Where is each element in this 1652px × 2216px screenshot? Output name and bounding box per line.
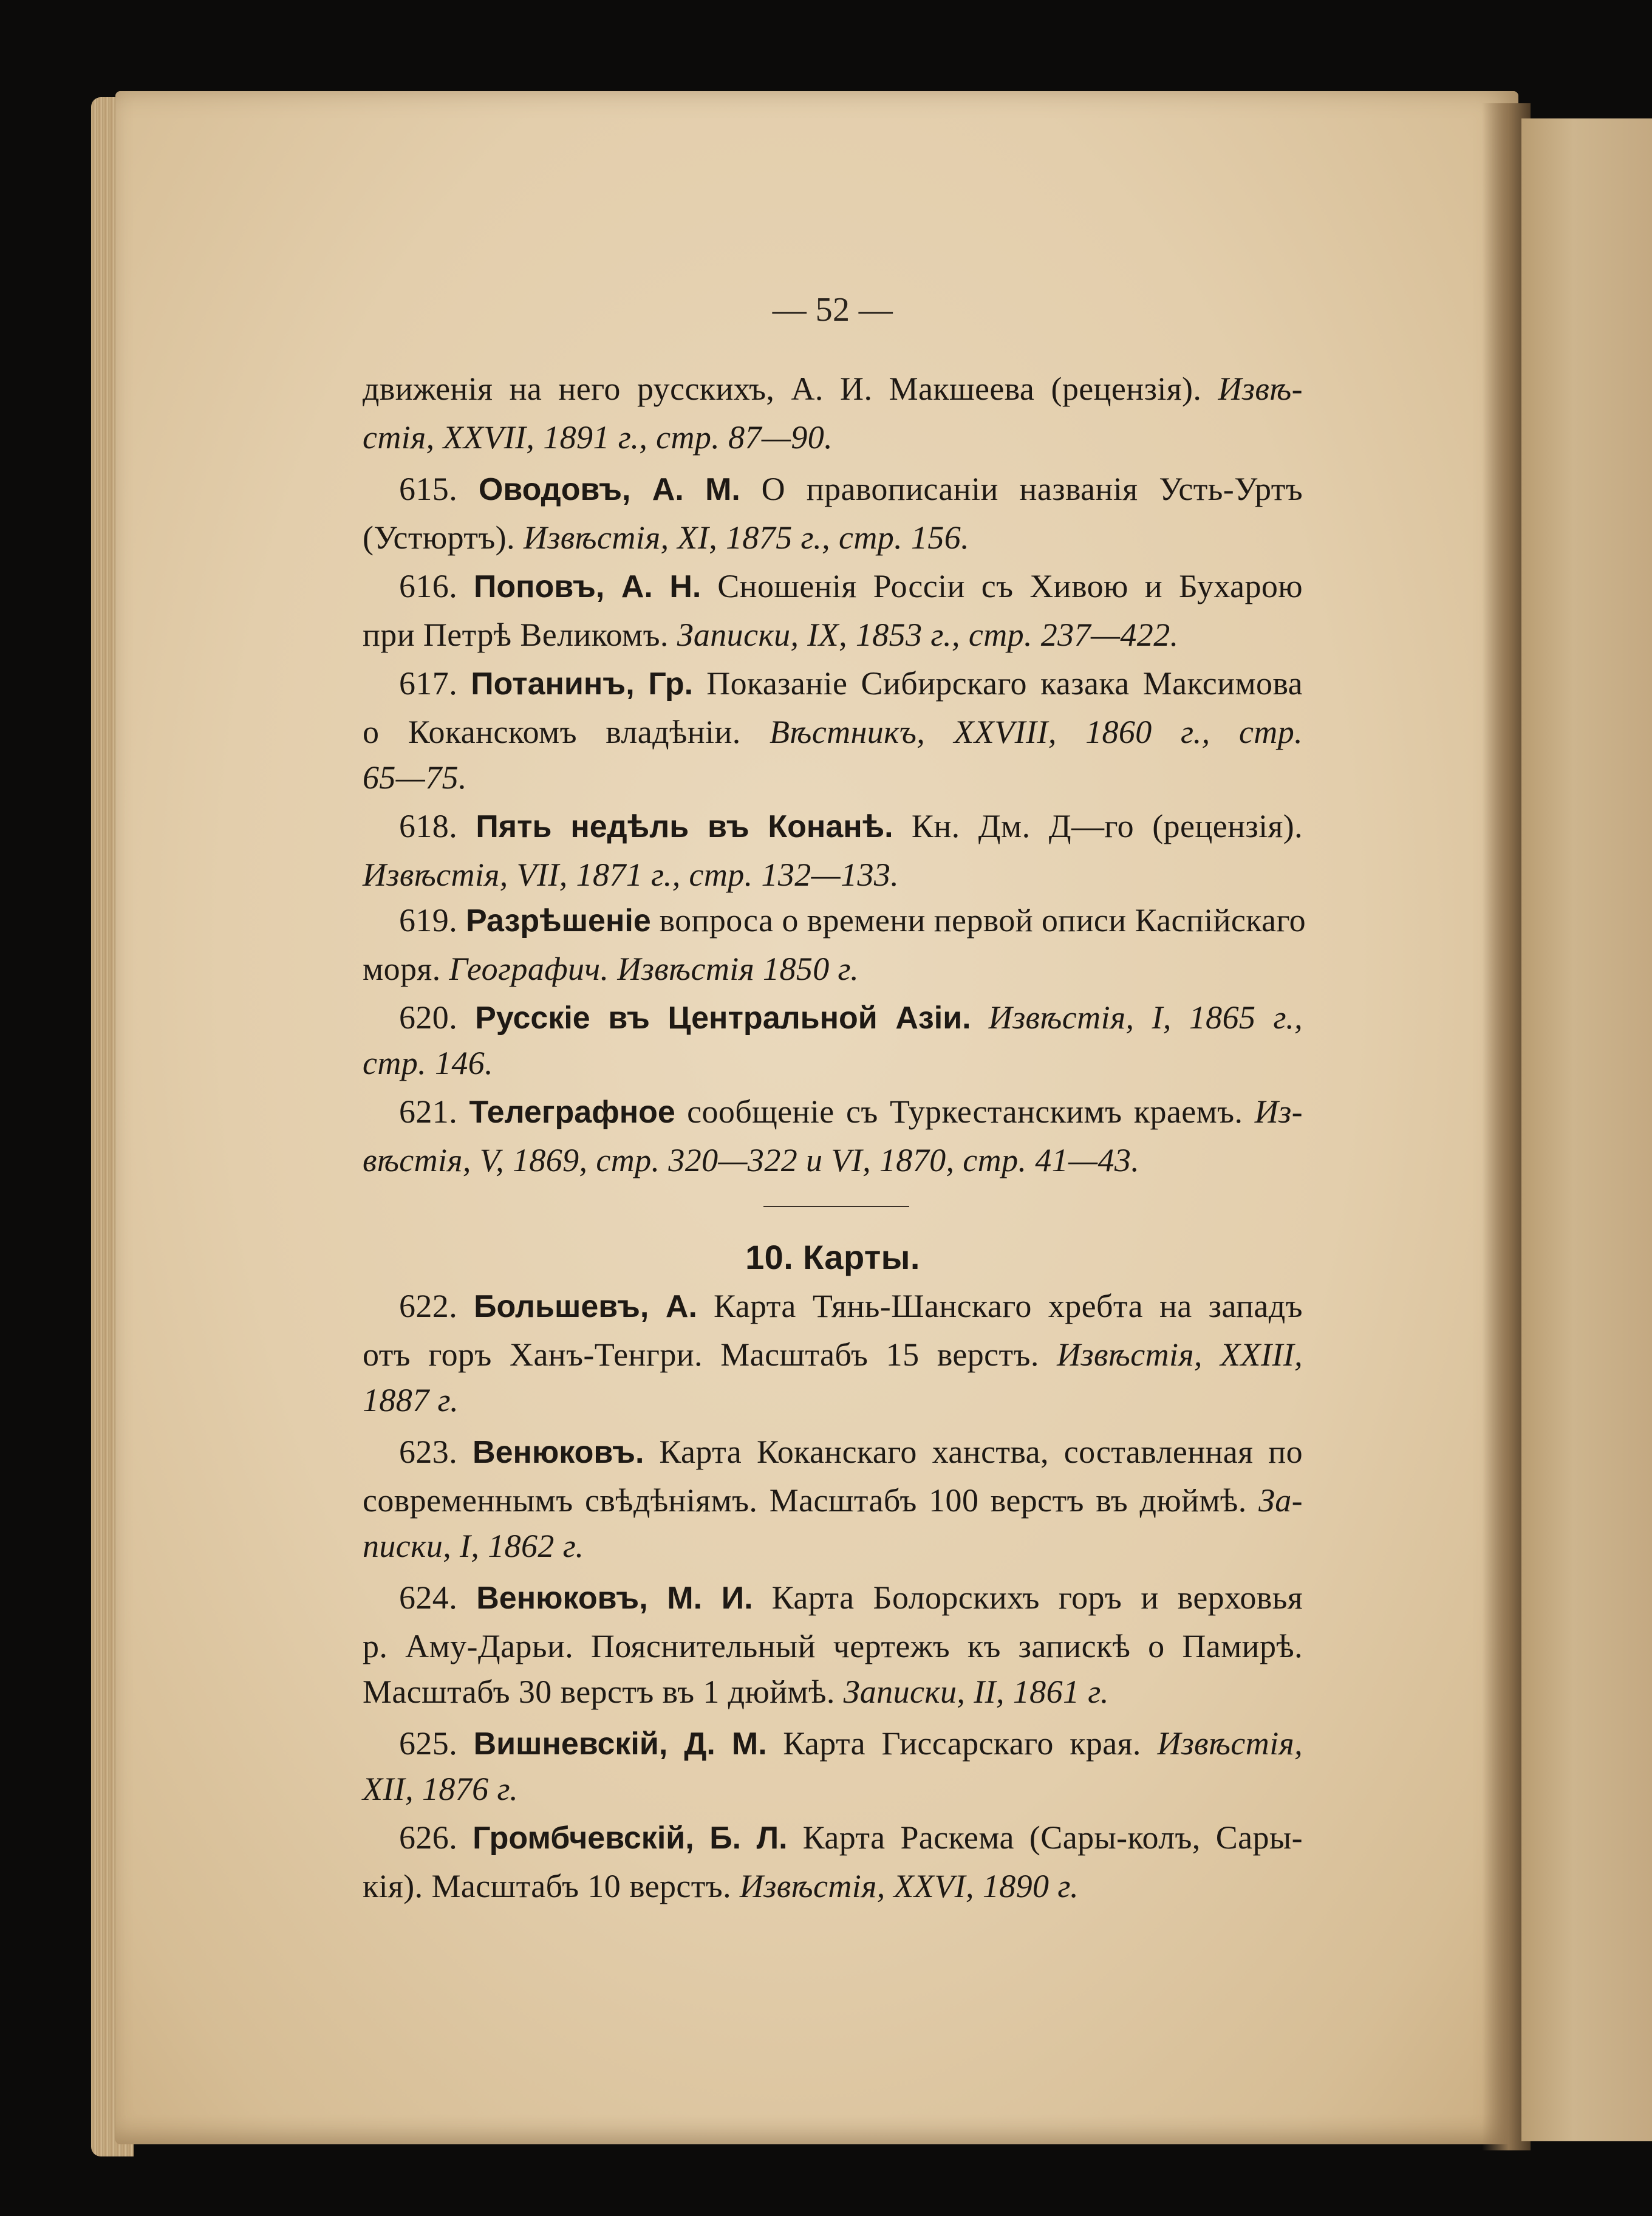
body-text: сообщеніе съ Туркестанскимъ краемъ.: [675, 1093, 1255, 1130]
body-text: р. Аму-Дарьи. Пояснительный чертежъ къ запискѣ о Памирѣ.: [363, 1628, 1303, 1664]
citation-text: писки, I, 1862 г.: [363, 1528, 584, 1564]
body-text: 626.: [399, 1819, 473, 1856]
citation-text: Извѣстія, I, 1865 г.,: [971, 999, 1303, 1036]
citation-text: стія, XXVII, 1891 г., стр. 87—90.: [363, 419, 833, 456]
entry-624: [399, 1573, 1303, 1622]
text-line: [363, 1330, 1303, 1379]
body-text: о Коканскомъ владѣніи.: [363, 714, 770, 750]
entry-author: Поповъ, А. Н.: [474, 569, 701, 604]
section-divider: [763, 1206, 909, 1207]
body-text: 625.: [399, 1725, 474, 1762]
body-text: Масштабъ 30 верстъ въ 1 дюймѣ.: [363, 1674, 844, 1710]
citation-text: Извѣстія, XXIII,: [1057, 1336, 1303, 1373]
citation-text: Из-: [1254, 1093, 1303, 1130]
body-text: Карта Гиссарскаго края.: [766, 1725, 1158, 1762]
entry-616: [399, 562, 1303, 610]
text-line: [363, 1476, 1303, 1525]
body-text: Показаніе Сибирскаго казака Максимова: [693, 665, 1303, 702]
body-text: современнымъ свѣдѣніямъ. Масштабъ 100 верстъ въ дюймѣ.: [363, 1482, 1259, 1519]
body-text: 620.: [399, 999, 476, 1036]
entry-author: Разрѣшеніе: [466, 903, 651, 939]
entry-625: [399, 1719, 1303, 1768]
body-text: движенія на него русскихъ, А. И. Макшеева (рецензія).: [363, 371, 1218, 407]
body-text: 624.: [399, 1579, 477, 1616]
text-line: [363, 945, 1303, 993]
entry-617: [399, 659, 1303, 708]
text-line: [363, 1862, 1303, 1910]
text-line: [363, 1667, 1303, 1716]
entry-author: Оводовъ, А. М.: [478, 472, 740, 507]
body-text: кія). Масштабъ 10 верстъ.: [363, 1868, 740, 1904]
text-line: [363, 1622, 1303, 1671]
body-text: моря.: [363, 951, 449, 987]
body-text: 618.: [399, 808, 476, 844]
text-line: [363, 1522, 1303, 1570]
entry-618: [399, 802, 1303, 850]
body-text: вопроса о времени первой описи Каспійскаго: [650, 902, 1306, 939]
citation-text: 65—75.: [363, 759, 467, 796]
body-text: 615.: [399, 471, 479, 507]
citation-text: Извѣстія, VII, 1871 г., стр. 132—133.: [363, 857, 899, 893]
body-text: (Устюртъ).: [363, 519, 524, 556]
citation-text: Географич. Извѣстія 1850 г.: [449, 951, 859, 987]
text-line: [363, 1136, 1303, 1185]
entry-621: [399, 1087, 1303, 1136]
citation-text: Извѣстія, XXVI, 1890 г.: [739, 1868, 1079, 1904]
body-text: 616.: [399, 568, 474, 604]
citation-text: 1887 г.: [363, 1382, 459, 1418]
entry-622: [399, 1282, 1303, 1330]
text-line: [363, 708, 1303, 756]
entry-author: Венюковъ.: [473, 1435, 644, 1470]
section-heading: 10. Карты.: [745, 1238, 920, 1276]
body-text: 622.: [399, 1288, 474, 1324]
body-text: О правописаніи названія Усть-Уртъ: [740, 471, 1303, 507]
citation-text: Извѣ-: [1218, 371, 1303, 407]
body-text: Карта Тянь-Шанскаго хребта на западъ: [697, 1288, 1303, 1324]
text-line: [363, 364, 1303, 413]
text-line: [363, 1376, 1303, 1424]
citation-text: Извѣстія,: [1157, 1725, 1303, 1762]
citation-text: вѣстія, V, 1869, стр. 320—322 и VI, 1870, стр. 41—43.: [363, 1142, 1140, 1178]
body-text: 621.: [399, 1093, 469, 1130]
page-number: — 52 —: [772, 291, 893, 329]
body-text: Сношенія Россіи съ Хивою и Бухарою: [701, 568, 1303, 604]
citation-text: Извѣстія, XI, 1875 г., стр. 156.: [523, 519, 970, 556]
entry-author: Большевъ, А.: [474, 1289, 697, 1324]
body-text: Кн. Дм. Д—го (рецензія).: [893, 808, 1303, 844]
entry-626: [399, 1813, 1303, 1862]
text-line: [363, 610, 1303, 659]
text-line: [363, 413, 1303, 462]
entry-author: Вишневскій, Д. М.: [473, 1726, 767, 1762]
body-text: 623.: [399, 1434, 473, 1470]
body-text: Карта Коканскаго ханства, составленная по: [644, 1434, 1303, 1470]
citation-text: XII, 1876 г.: [363, 1771, 519, 1807]
text-line: [363, 513, 1303, 562]
text-line: [363, 1039, 1303, 1087]
entry-author: Громбчевскій, Б. Л.: [473, 1821, 788, 1856]
text-line: [363, 753, 1303, 802]
facing-page-edge: [1521, 118, 1652, 2141]
citation-text: За-: [1258, 1482, 1303, 1519]
entry-author: Русскіе въ Центральной Азіи.: [475, 1000, 971, 1036]
body-text: Карта Болорскихъ горъ и верховья: [753, 1579, 1303, 1616]
entry-620: [399, 993, 1303, 1042]
body-text: 619.: [399, 902, 466, 939]
citation-text: стр. 146.: [363, 1045, 494, 1081]
body-text: 617.: [399, 665, 471, 702]
text-line: [363, 850, 1303, 899]
text-line: [363, 1765, 1303, 1813]
body-text: при Петрѣ Великомъ.: [363, 617, 677, 653]
body-text: Карта Раскема (Сары-колъ, Сары-: [787, 1819, 1303, 1856]
entry-author: Телеграфное: [469, 1095, 675, 1130]
entry-619: [399, 896, 1306, 945]
entry-615: [399, 465, 1303, 513]
entry-623: [399, 1428, 1303, 1476]
entry-author: Потанинъ, Гр.: [471, 666, 694, 702]
citation-text: Вѣстникъ, XXVIII, 1860 г., стр.: [770, 714, 1303, 750]
citation-text: Записки, II, 1861 г.: [843, 1674, 1109, 1710]
entry-author: Пять недѣль въ Конанѣ.: [476, 809, 893, 844]
entry-author: Венюковъ, М. И.: [476, 1581, 753, 1616]
citation-text: Записки, IX, 1853 г., стр. 237—422.: [677, 617, 1179, 653]
body-text: отъ горъ Ханъ-Тенгри. Масштабъ 15 верстъ.: [363, 1336, 1057, 1373]
